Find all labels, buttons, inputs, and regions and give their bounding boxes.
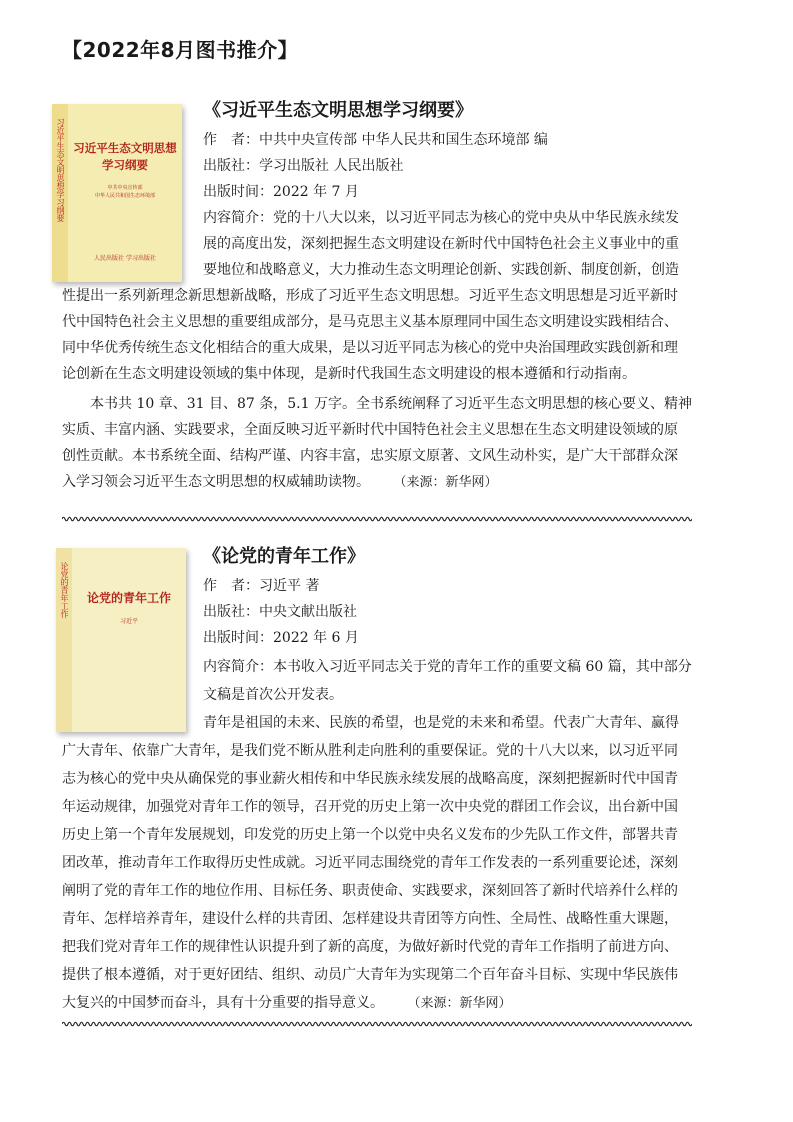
summary-line: 代中国特色社会主义思想的重要组成部分，是马克思主义基本原理同中国生态文明建设实践相结合、 [62, 314, 678, 330]
book-author: 作 者：习近平 著 [203, 578, 320, 594]
cover-subtitle-line: 中华人民共和国生态环境部 [94, 193, 155, 199]
summary-line: 性提出一系列新理念新思想新战略，形成了习近平生态文明思想。习近平生态文明思想是习近平新时 [62, 288, 678, 304]
book-cover-1 [52, 104, 182, 282]
summary-line: 论创新在生态文明建设领域的集中体现，是新时代我国生态文明建设的根本遵循和行动指南。 [62, 366, 636, 382]
cover-title-line: 论党的青年工作 [86, 591, 171, 605]
cover-subtitle-line: 习近平 [119, 618, 138, 625]
summary-line: 广大青年、依靠广大青年，是我们党不断从胜利走向胜利的重要保证。党的十八大以来，以习近平同 [62, 743, 678, 759]
summary-line: 实质、丰富内涵、实践要求，全面反映习近平新时代中国特色社会主义思想在生态文明建设领域的原 [62, 422, 678, 438]
cover-publisher: 人民出版社 [94, 255, 125, 262]
book-date: 出版时间：2022 年 7 月 [203, 184, 359, 200]
book-publisher: 出版社：中央文献出版社 [203, 604, 357, 620]
summary-line: 同中华优秀传统生态文化相结合的重大成果，是以习近平同志为核心的党中央治国理政实践创新和理 [62, 340, 678, 356]
summary-line: 展的高度出发，深刻把握生态文明建设在新时代中国特色社会主义事业中的重 [203, 236, 679, 252]
cover-spine-title: 习近平生态文明思想学习纲要 [56, 118, 65, 222]
summary-line-text: 大复兴的中国梦而奋斗，具有十分重要的指导意义。 [62, 995, 384, 1011]
page-title: 【2022年8月图书推介】 [62, 38, 299, 62]
summary-line: 提供了根本遵循，对于更好团结、组织、动员广大青年为实现第二个百年奋斗目标、实现中华民族伟 [62, 967, 678, 983]
summary-line-text: 入学习领会习近平生态文明思想的权威辅助读物。 [62, 474, 370, 490]
summary-line: 内容简介：党的十八大以来，以习近平同志为核心的党中央从中华民族永续发 [203, 210, 679, 226]
cover-publishers [68, 254, 182, 263]
book-cover-2 [56, 548, 186, 732]
cover-title [68, 140, 182, 174]
summary-line: 要地位和战略意义，大力推动生态文明理论创新、实践创新、制度创新，创造 [203, 262, 679, 278]
summary-line: 阐明了党的青年工作的地位作用、目标任务、职责使命、实践要求，深刻回答了新时代培养什么样的 [62, 883, 678, 899]
cover-subtitle [72, 618, 186, 626]
summary-line: 文稿是首次公开发表。 [203, 687, 343, 703]
source-label: （来源：新华网） [414, 996, 512, 1011]
book-publisher: 出版社：学习出版社 人民出版社 [203, 158, 404, 174]
summary-line: 团改革，推动青年工作取得历史性成就。习近平同志围绕党的青年工作发表的一系列重要论述，深刻 [62, 855, 678, 871]
cover-title [72, 590, 186, 607]
summary-line: 年运动规律，加强党对青年工作的领导，召开党的历史上第一次中央党的群团工作会议，出台新中国 [62, 799, 678, 815]
cover-subtitle-line: 中共中央宣传部 [107, 185, 143, 191]
summary-line: 内容简介：本书收入习近平同志关于党的青年工作的重要文稿 60 篇，其中部分 [203, 659, 692, 675]
summary-line: 志为核心的党中央从确保党的事业薪火相传和中华民族永续发展的战略高度，深刻把握新时代中国青 [62, 771, 678, 787]
summary-line-last [62, 991, 512, 1016]
summary-line: 青年是祖国的未来、民族的希望，也是党的未来和希望。代表广大青年、赢得 [203, 715, 679, 731]
summary-line: 本书共 10 章、31 目、87 条，5.1 万字。全书系统阐释了习近平生态文明思想的核心要义、精神 [90, 396, 692, 412]
book-date: 出版时间：2022 年 6 月 [203, 630, 359, 646]
book-title: 《论党的青年工作》 [203, 546, 365, 567]
cover-title-line: 习近平生态文明思想 [73, 141, 177, 155]
cover-subtitle [68, 184, 182, 200]
summary-line-last [62, 470, 498, 495]
summary-line: 历史上第一个青年发展规划，印发党的历史上第一个以党中央名义发布的少先队工作文件，部署共青 [62, 827, 678, 843]
summary-line: 把我们党对青年工作的规律性认识提升到了新的高度，为做好新时代党的青年工作指明了前进方向、 [62, 939, 678, 955]
source-label: （来源：新华网） [400, 475, 498, 490]
book-author: 作 者：中共中央宣传部 中华人民共和国生态环境部 编 [203, 132, 548, 148]
cover-publisher: 学习出版社 [125, 255, 156, 262]
cover-title-line: 学习纲要 [102, 158, 148, 172]
summary-line: 青年、怎样培养青年，建设什么样的共青团、怎样建设共青团等方向性、全局性、战略性重大课题， [62, 911, 678, 927]
cover-spine-title: 论党的青年工作 [60, 562, 69, 618]
wavy-divider [62, 1020, 692, 1028]
wavy-divider [62, 515, 692, 523]
book-title: 《习近平生态文明思想学习纲要》 [203, 100, 473, 121]
summary-line: 创性贡献。本书系统全面、结构严谨、内容丰富，忠实原文原著、文风生动朴实，是广大干部群众深 [62, 448, 678, 464]
